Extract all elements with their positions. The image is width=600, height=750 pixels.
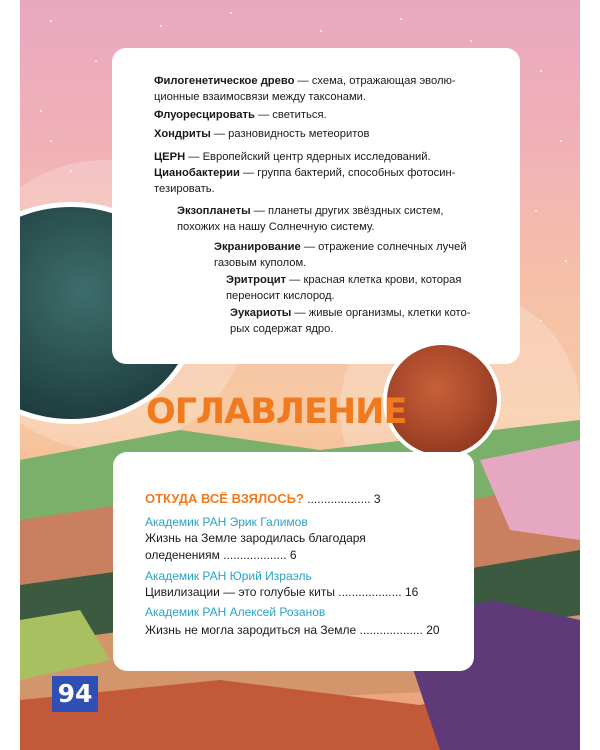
star-decoration (400, 18, 402, 20)
star-decoration (50, 140, 52, 142)
toc-section[interactable]: ОТКУДА ВСЁ ВЗЯЛОСЬ? ................... 3 (145, 491, 381, 506)
star-decoration (95, 60, 97, 62)
table-of-contents (113, 452, 474, 671)
star-decoration (560, 140, 562, 142)
glossary-entry: Экзопланеты — планеты других звёздных систем, похожих на нашу Солнечную систему. (177, 205, 444, 233)
glossary-entry: Флуоресцировать — светиться. (154, 109, 327, 121)
star-decoration (50, 20, 52, 22)
glossary-entry: Филогенетическое древо — схема, отражающая эволю- ционные взаимосвязи между таксонами. (154, 75, 456, 103)
glossary-entry: Эукариоты — живые организмы, клетки кото- рых содержат ядро. (230, 307, 471, 335)
toc-author: Академик РАН Алексей Розанов (145, 605, 326, 619)
star-decoration (565, 260, 567, 262)
glossary-entry: Цианобактерии — группа бактерий, способных фотосин- тезировать. (154, 167, 456, 195)
glossary-entry: Хондриты — разновидность метеоритов (154, 128, 370, 140)
glossary-panel (112, 48, 520, 364)
star-decoration (40, 110, 42, 112)
toc-entry[interactable]: Жизнь не могла зародиться на Земле ................... 20 (145, 623, 440, 637)
star-decoration (540, 70, 542, 72)
glossary-entry: Экранирование — отражение солнечных лучей газовым куполом. (214, 241, 467, 269)
toc-author: Академик РАН Эрик Галимов (145, 515, 308, 529)
star-decoration (470, 40, 472, 42)
contents-title: ОГЛАВЛЕНИЕ (146, 392, 407, 432)
star-decoration (160, 25, 162, 27)
star-decoration (230, 12, 232, 14)
toc-author: Академик РАН Юрий Израэль (145, 569, 312, 583)
glossary-entry: ЦЕРН — Европейский центр ядерных исследований. (154, 151, 431, 163)
toc-entry[interactable]: Жизнь на Земле зародилась благодаря оледенениям ................... 6 (145, 531, 366, 562)
star-decoration (535, 210, 537, 212)
page-number-badge: 94 (52, 676, 98, 712)
star-decoration (320, 30, 322, 32)
glossary-entry: Эритроцит — красная клетка крови, которая переносит кислород. (226, 274, 462, 302)
toc-entry[interactable]: Цивилизации — это голубые киты ................... 16 (145, 585, 419, 599)
